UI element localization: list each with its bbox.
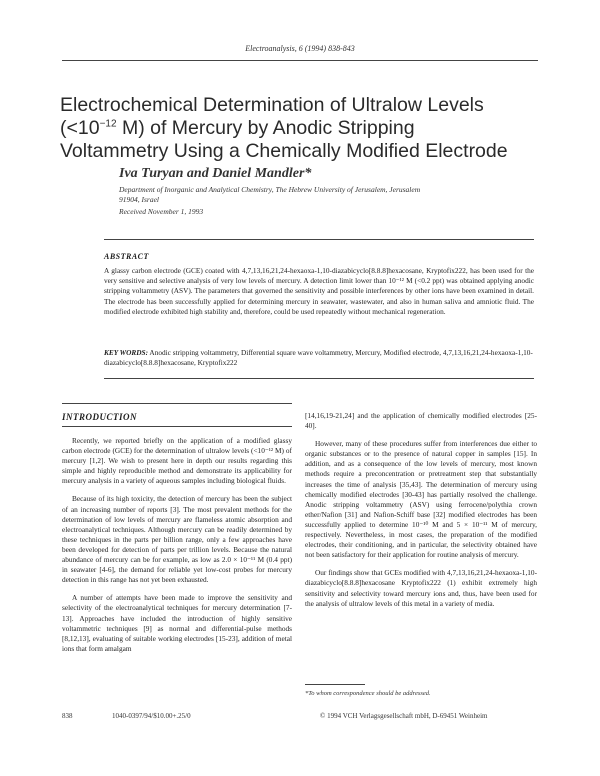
affiliation-line-1: Department of Inorganic and Analytical Chemistry, The Hebrew University of Jerusalem, Jerusalem [119,185,421,194]
received-date: Received November 1, 1993 [119,207,204,216]
left-column [62,436,292,662]
keywords-label: KEY WORDS: [104,348,148,357]
title-line-2-post: M) of Mercury by Anodic Stripping [116,117,415,139]
right-paragraph-1: [14,16,19-21,24] and the application of chemically modified electrodes [25-40]. [305,411,537,431]
keywords [104,348,534,368]
issn-code: 1040-0397/94/$10.00+.25/0 [112,712,191,720]
title-line-2 [60,117,580,140]
affiliation [119,185,559,205]
header-rule [62,60,538,61]
intro-top-rule [62,403,292,404]
right-paragraph-3: Our findings show that GCEs modified with 4,7,13,16,21,24-hexaoxa-1,10-diazabicyclo[8.8.8]hexacosane Kryptofix222 (1) exhibit extremely high sensitivity and selectivity toward mercury ions and, thus, have been used for the analysis of ultralow levels of this metal in a variety of media. [305,568,537,608]
title-line-3: Voltammetry Using a Chemically Modified Electrode [60,140,508,162]
copyright: © 1994 VCH Verlagsgesellschaft mbH, D-69451 Weinheim [320,712,488,720]
right-column [305,411,537,617]
title-exponent: −12 [99,118,117,130]
footnote-rule [305,684,365,685]
journal-citation: Electroanalysis, 6 (1994) 838-843 [245,44,355,53]
abstract-bottom-rule [104,378,534,379]
footnote: *To whom correspondence should be addressed. [305,690,431,697]
affiliation-line-2: 91904, Israel [119,195,159,204]
abstract-top-rule [104,239,534,240]
abstract-heading: ABSTRACT [104,252,149,261]
intro-paragraph-1: Recently, we reported briefly on the application of a modified glassy carbon electrode (GCE) for the determination of ultralow levels (<10⁻¹² M) of mercury [1,2]. We wish to present here in depth our results regarding this simple and highly reproducible method and demonstrate its applicability for mercury analysis in a variety of aqueous samples including biological fluids. [62,436,292,486]
right-paragraph-2: However, many of these procedures suffer from interferences due either to organic substances or to the presence of natural copper in samples [15]. In addition, and as a consequence of the low levels of mercury, most known methods require a preconcentration or pretreatment step that substantially increases the time of analysis [35,43]. The determination of mercury using chemically modified electrodes [30-43] has partially resolved the challenge. Anodic stripping voltammetry (ASV) using ferrocene/polythia crown ether/Nafion [31] and Nafion-Schiff base [32] modified electrodes has been successfully applied to determine 10⁻¹⁰ M and 5 × 10⁻¹¹ M of mercury, respectively. Nevertheless, in most cases, the preparation of the modified electrodes, their conditioning, and in particular, the selectivity obtained have not been satisfactory for their application for routine analysis of mercury. [305,439,537,560]
intro-paragraph-2: Because of its high toxicity, the detection of mercury has been the subject of an increasing number of reports [3]. The most prevalent methods for the determination of low levels of mercury are flameless atomic absorption and electroanalytical techniques. Although mercury can be readily determined by these techniques in the parts per billion range, only a few approaches have been developed for detection of parts per trillion levels. Because the natural abundance of mercury can be for example, as low as 2.0 × 10⁻¹¹ M (0.4 ppt) in seawater [4-6], the demand for reliable yet low-cost probes for mercury detection in this range has not yet been exhausted. [62,494,292,585]
intro-paragraph-3: A number of attempts have been made to improve the sensitivity and selectivity of the electroanalytical techniques for mercury determination [7-13]. Approaches have included the introduction of highly sensitive voltammetric techniques [9] as normal and differential-pulse methods [8,12,13], evaluating of suitable working electrodes [15-23], addition of metal ions that form amalgam [62,593,292,653]
abstract-text: A glassy carbon electrode (GCE) coated with 4,7,13,16,21,24-hexaoxa-1,10-diazabicyclo[8.8.8]hexacosane, Kryptofix222, has been used for the very sensitive and selective analysis of very low levels of mercury. A detection limit lower than 10⁻¹² M (<0.2 ppt) was obtained applying anodic stripping voltammetry (ASV). The parameters that governed the sensitivity and possible interferences by other ions have been examined in detail. The electrode has been successfully applied for determining mercury in seawater, wastewater, and also in human saliva and amniotic fluid. The modified electrode exhibited high stability and, therefore, could be used repeatedly without mechanical regeneration. [104,266,534,316]
keywords-text: Anodic stripping voltammetry, Differential square wave voltammetry, Mercury, Modified electrode, 4,7,13,16,21,24-hexaoxa-1,10-diazabicyclo[8.8.8]hexacosane, Kryptofix222 [104,348,533,368]
author-list: Iva Turyan and Daniel Mandler* [119,166,312,181]
page-number: 838 [62,712,73,720]
intro-bottom-rule [62,426,292,427]
title-line-1: Electrochemical Determination of Ultralow Levels [60,94,484,116]
introduction-heading: INTRODUCTION [62,412,138,422]
article-title [60,94,580,163]
title-line-2-pre: (<10 [60,117,100,139]
